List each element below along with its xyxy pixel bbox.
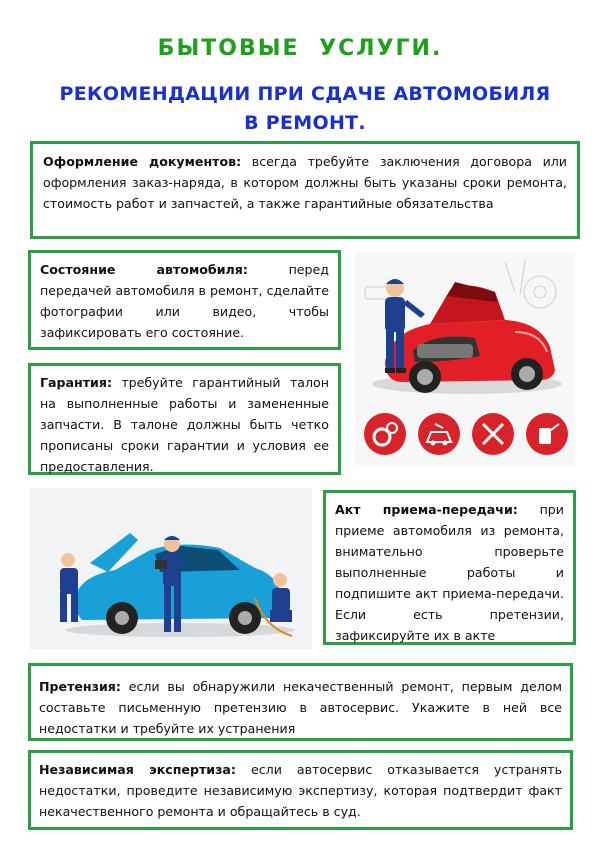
claim-text: если вы обнаружили некачественный ремонт, первым делом составьте письменную претензию в автосервис. Укажите в ней все недостатки и требуйте их устранения [39,679,562,736]
documents-heading: Оформление документов: [43,154,242,169]
page-subtitle [40,80,570,138]
warranty-text: требуйте гарантийный талон на выполненные работы и замененные запчасти. В талоне должны быть четко прописаны сроки гарантии и условия ее предоставления. [40,375,329,474]
expertise-heading: Независимая экспертиза: [39,762,236,777]
act-text: при приеме автомобиля из ремонта, внимательно проверьте выполненные работы и подпишите акт приема-передачи. Если есть претензии, зафиксируйте их в акте [335,502,564,643]
blue-car-svg [30,488,312,650]
subtitle-line-1: РЕКОМЕНДАЦИИ ПРИ СДАЧЕ АВТОМОБИЛЯ [59,83,551,105]
blue-car-illustration [30,488,312,650]
red-car-illustration [355,252,575,466]
subtitle-line-2: В РЕМОНТ. [244,112,366,134]
act-heading: Акт приема-передачи: [335,502,518,517]
documents-text: всегда требуйте заключения договора или оформления заказ-наряда, в котором должны быть указаны сроки ремонта, стоимость работ и запчастей, а также гарантийные обязательства [43,154,567,211]
documents-section [30,141,580,239]
expertise-text: если автосервис отказывается устранять недостатки, проведите независимую экспертизу, которая подтвердит факт некачественного ремонта и обращайтесь в суд. [39,762,562,819]
claim-section [28,663,573,741]
page-title: БЫТОВЫЕ УСЛУГИ. [157,36,443,61]
warranty-section [28,363,341,475]
mechanic-left-icon [60,553,78,622]
car-state-text: перед передачей автомобиля в ремонт, сделайте фотографии или видео, чтобы зафиксировать его состояние. [40,262,329,340]
paint-spray-icon [526,413,568,455]
warranty-heading: Гарантия: [40,375,112,390]
car-state-heading: Состояние автомобиля: [40,262,248,277]
act-section [323,490,576,645]
claim-heading: Претензия: [39,679,121,694]
tools-icon [472,413,514,455]
car-service-icon [418,413,460,455]
gears-icon [364,413,406,455]
expertise-section [28,750,573,830]
red-car-svg [355,252,575,466]
car-state-section [28,250,341,350]
